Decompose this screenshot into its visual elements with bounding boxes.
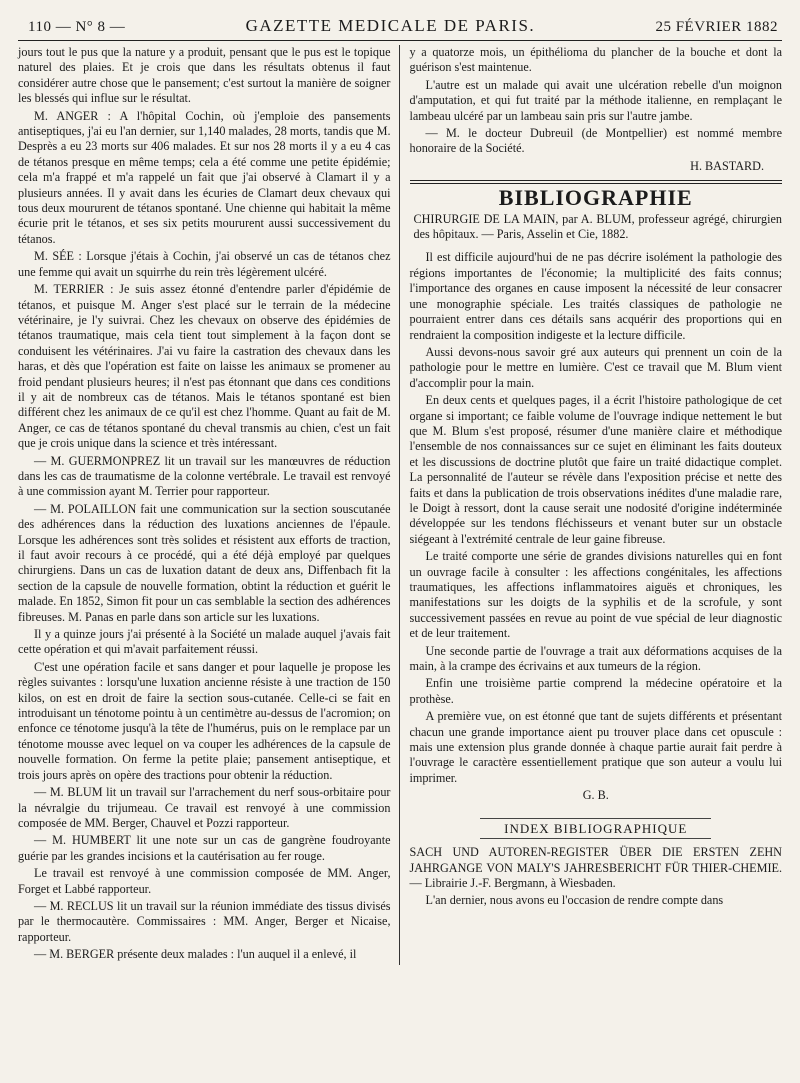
book-reference: CHIRURGIE DE LA MAIN, par A. BLUM, professeur agrégé, chirurgien des hôpitaux. — Paris, Asselin et Cie, 1882.: [413, 211, 782, 242]
review-initials: G. B.: [582, 788, 609, 803]
paragraph: — M. POLAILLON fait une communication sur la section souscutanée des adhérences dans la réduction des luxations anciennes de l'épaule. Lorsque les adhérences sont très solides et résistent aux efforts de traction, il faut avoir recours à ce procédé, qui a été déjà employé par quelques chirurgiens. Dans un cas de luxation datant de deux ans, Diffenbach fit la section de la capsule de nouvelle formation, obtint la réduction et guérit le malade. En 1852, Simon fit pour un cas semblable la section des adhérences fibreuses. M. Panas en parle dans son article sur les luxations.: [18, 501, 391, 624]
paragraph: Aussi devons-nous savoir gré aux auteurs qui prennent un coin de la pathologie pour le mettre en lumière. C'est ce travail que M. Blum vient d'accomplir pour la main.: [409, 344, 782, 390]
paragraph: Enfin une troisième partie comprend la médecine opératoire et la prothèse.: [409, 676, 782, 706]
paragraph: M. SÉE : Lorsque j'étais à Cochin, j'ai observé un cas de tétanos chez une femme qui avait un squirrhe du rein très légèrement ulcéré.: [18, 249, 391, 279]
paragraph: — M. GUERMONPREZ lit un travail sur les manœuvres de réduction dans les cas de traumatisme de la colonne vertébrale. Le travail est renvoyé à une commission ayant M. Terrier pour rapporteur.: [18, 453, 391, 499]
issue-date: 25 FÉVRIER 1882: [655, 19, 778, 35]
paragraph: — M. HUMBERT lit une note sur un cas de gangrène foudroyante guérie par les grandes incisions et la cautérisation au fer rouge.: [18, 833, 391, 863]
paragraph: Le travail est renvoyé à une commission composée de MM. Anger, Forget et Labbé rapporteur.: [18, 866, 391, 896]
paragraph: L'an dernier, nous avons eu l'occasion de rendre compte dans: [425, 893, 724, 908]
journal-title: GAZETTE MEDICALE DE PARIS.: [245, 16, 536, 35]
section-heading: BIBLIOGRAPHIE: [498, 185, 693, 211]
index-entry: SACH UND AUTOREN-REGISTER ÜBER DIE ERSTEN ZEHN JAHRGANGE VON MALY'S JAHRESBERICHT FÜR THIER-CHEMIE. — Librairie J.-F. Bergmann, à Wiesbaden.: [409, 845, 782, 890]
paragraph: C'est une opération facile et sans danger et pour laquelle je propose les règles suivantes : lorsqu'une luxation ancienne résiste à une traction de 150 kilos, on est en droit de faire la section sous-cutanée. Celle-ci se fait en introduisant un ténotome pointu à un centimètre au-dessus de l'acromion; on enfonce ce ténotome jusqu'à la tête de l'humérus, puis on le remplace par un ténotome mousse avec lequel on va couper les adhérences de la capsule de nouvelle formation. On ferme la petite plaie; pansement antiseptique, et trois jours après on opère des tractions pour obtenir la réduction.: [18, 659, 391, 782]
index-heading: INDEX BIBLIOGRAPHIQUE: [480, 818, 711, 839]
page-header: [18, 16, 782, 41]
page-number: 110 — N° 8 —: [28, 19, 126, 35]
paragraph: — M. BERGER présente deux malades : l'un auquel il a enlevé, il: [34, 947, 357, 962]
paragraph: M. ANGER : A l'hôpital Cochin, où j'emploie des pansements antiseptiques, j'ai eu l'an dernier, sur 1,140 malades, 28 morts, tandis que M. Desprès a eu 23 morts sur 406 malades. Et sur nos 28 morts il y a eu 4 cas de tétanos presque en même temps; cela a été comme une petite épidémie; cela m'a frappé et m'a rappelé un fait que j'ai observé à Clamart il y a plusieurs années. Il y avait dans les écuries de Clamart deux chevaux qui tous deux moururent de tétanos spontané. Une chienne qui habitait la même écurie prit le tétanos, et ses six petits moururent aussi successivement du tétanos.: [18, 108, 391, 246]
paragraph: jours tout le pus que la nature y a produit, pensant que le pus est le topique naturel des plaies. Et je crois que dans les résultats obtenus il faut considérer autre chose que le pansement; c'est surtout la manière de soigner les blessés qui influe sur le résultat.: [18, 45, 391, 106]
paragraph: — M. RECLUS lit un travail sur la réunion immédiate des tissus divisés par le thermocautère. Commissaires : MM. Anger, Berger et Nicaise, rapporteur.: [18, 898, 391, 944]
author-signature: H. BASTARD.: [690, 158, 764, 173]
section-divider: [410, 180, 783, 184]
paragraph: L'autre est un malade qui avait une ulcération rebelle d'un moignon d'amputation, et qui fut traité par la méthode italienne, en remplaçant le lambeau ulcéré par un lambeau sain pris sur l'autre jambe.: [409, 77, 782, 123]
paragraph: y a quatorze mois, un épithélioma du plancher de la bouche et dont la guérison s'est maintenue.: [409, 45, 782, 75]
paragraph: Le traité comporte une série de grandes divisions naturelles qui en font un ouvrage facile à consulter : les affections congénitales, les affections traumatiques, les affections inflammatoires aiguës et chroniques, les manifestations sur les doigts de la syphilis et de la scrofule, y sont successivement passées en revue au point de vue spécial de leur diagnostic et de leur traitement.: [409, 549, 782, 641]
paragraph: Une seconde partie de l'ouvrage a trait aux déformations acquises de la main, à la crampe des écrivains et aux tumeurs de la région.: [409, 643, 782, 674]
right-column: [399, 45, 783, 965]
paragraph: — M. le docteur Dubreuil (de Montpellier) est nommé membre honoraire de la Société.: [409, 126, 782, 156]
paragraph: M. TERRIER : Je suis assez étonné d'entendre parler d'épidémie de tétanos, et puisque M. Anger s'est placé sur le terrain de la médecine vétérinaire, je l'y suivrai. Chez les chevaux on observe des épidémies de tétanos traumatique, mais cela tient tout simplement à la façon dont se conduisent les vétérinaires. J'ai vu faire la castration des chevaux dans les haras, et dès que l'opération est faite on laisse les animaux se promener au froid pendant plusieurs heures; il n'est pas étonnant que dans ces conditions il y ait de nombreux cas de tétanos. Mais le tétanos spontané est bien différent chez les animaux de ce qu'il est chez l'homme. Quant au fait de M. Anger, ce cas de tétanos spontané du cheval transmis au chien, c'est un fait que je crois unique dans la science et très intéressant.: [18, 282, 391, 451]
left-column: [18, 45, 399, 965]
paragraph: En deux cents et quelques pages, il a écrit l'histoire pathologique de cet organe si important; ce faible volume de l'ouvrage indique nettement le but que M. Blum s'est proposé, résumer d'une manière claire et méthodique l'ensemble de nos connaissances sur ce sujet en éliminant les faits douteux et les discussions de doctrine plutôt que faire un traité didactique complet. La personnalité de l'auteur se révèle dans l'exposition précise et nette des faits et dans la publication de trois observations inédites d'une maladie rare, le Doigt à ressort, dont la cause serait une nodosité d'origine indéterminée développée sur les tendons fléchisseurs et venant buter sur un obstacle siégeant à l'extrémité centrale de leur gaine fibreuse.: [409, 393, 782, 546]
paragraph: — M. BLUM lit un travail sur l'arrachement du nerf sous-orbitaire pour la névralgie du trijumeau. Ce travail est renvoyé à une commission composée de MM. Berger, Chauvel et Pozzi rapporteur.: [18, 785, 391, 830]
paragraph: Il est difficile aujourd'hui de ne pas décrire isolément la pathologie des régions importantes de l'économie; la multiplicité des faits connus; l'importance des organes en cause imposent la nécessité de leur consacrer une monographie spéciale. Les traités classiques de pathologie ne pourraient entrer dans ces détails sans acquérir des proportions qui en rendraient la composition indigeste et la lecture difficile.: [409, 250, 782, 342]
paragraph: A première vue, on est étonné que tant de sujets différents et présentant chacun une grande importance aient pu trouver place dans cet opuscule : mais une extension plus grande donnée à chaque partie aurait fait perdre à l'ouvrage le caractère essentiellement pratique que son auteur a voulu lui imprimer.: [409, 709, 782, 785]
paragraph: Il y a quinze jours j'ai présenté à la Société un malade auquel j'avais fait cette opération et qui m'avait parfaitement réussi.: [18, 627, 391, 657]
